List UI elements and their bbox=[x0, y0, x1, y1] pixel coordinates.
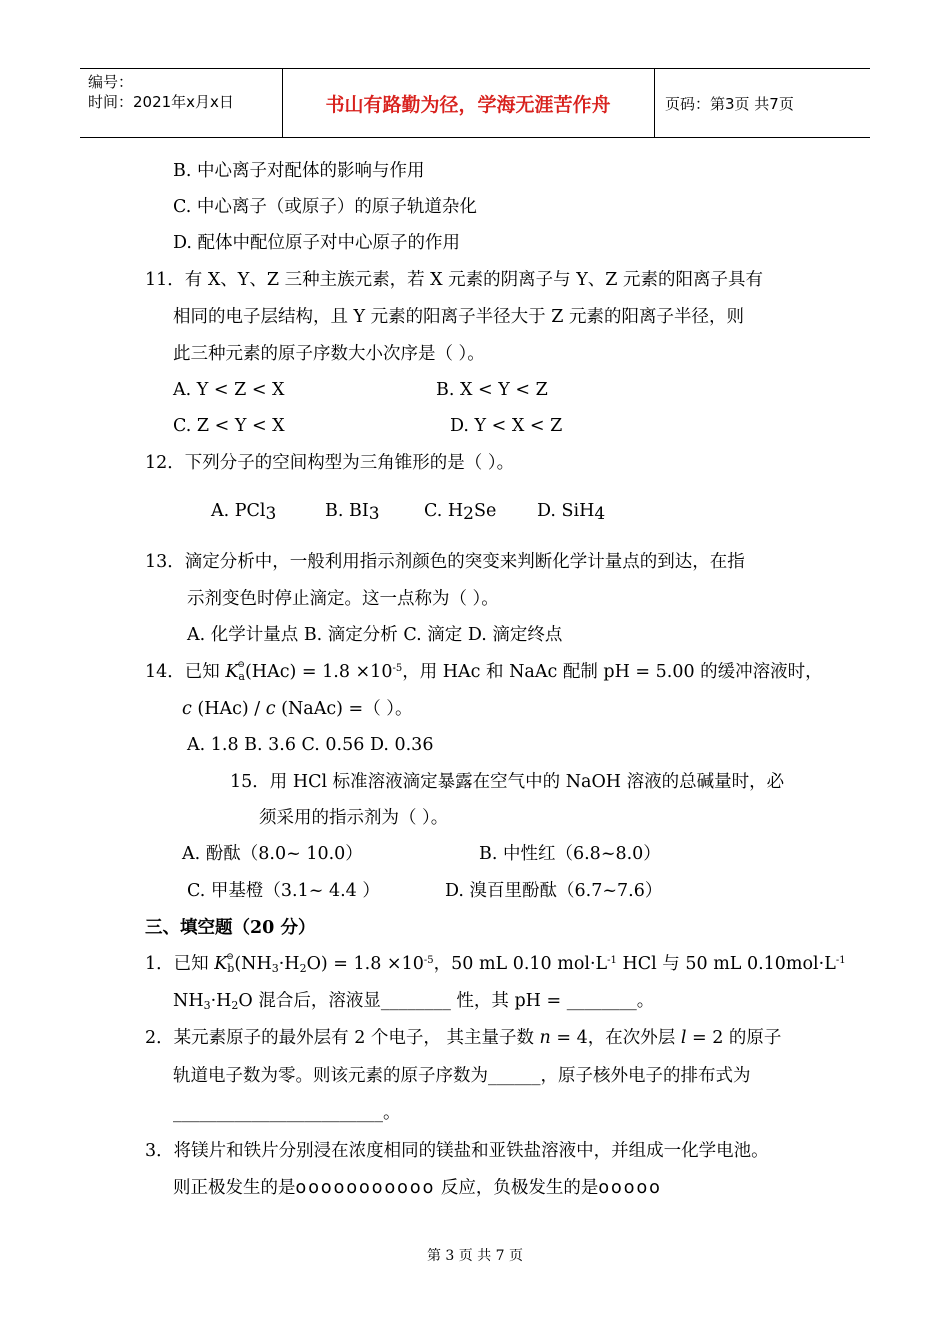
f1-exp: -5 bbox=[423, 955, 434, 966]
q13-line-1: 13．滴定分析中，一般利用指示剂颜色的突变来判断化学计量点的到达，在指 bbox=[145, 552, 745, 572]
f1-nh: NH bbox=[173, 991, 204, 1011]
q14-options: A. 1.8 B. 3.6 C. 0.56 D. 0.36 bbox=[187, 735, 434, 755]
f3-blank-1: ooooooooooo bbox=[295, 1178, 436, 1198]
q10-option-b: B. 中心离子对配体的影响与作用 bbox=[173, 161, 425, 181]
f1-mid3: O) = 1.8 ×10 bbox=[306, 954, 424, 974]
q14-exp: -5 bbox=[392, 663, 403, 674]
f1-h: ·H bbox=[210, 991, 232, 1011]
q12-line-1: 12．下列分子的空间构型为三角锥形的是（ ）。 bbox=[145, 453, 515, 473]
f1-exp3: -1 bbox=[835, 955, 846, 966]
q12-d-text: D. SiH bbox=[537, 501, 595, 521]
q11-option-b: B. X < Y < Z bbox=[436, 380, 548, 400]
f1-kb-symbol bbox=[214, 953, 234, 975]
standard-state-icon: ⊖ bbox=[226, 952, 234, 962]
f2-line-1 bbox=[145, 1027, 781, 1049]
q15-option-a: A. 酚酞（8.0~ 10.0） bbox=[182, 844, 363, 864]
f2-n: n bbox=[539, 1028, 551, 1048]
f1-sub2: 2 bbox=[299, 962, 307, 975]
header-page-number: 页码：第3页 共7页 bbox=[665, 94, 794, 113]
q12-c-post: Se bbox=[473, 501, 497, 521]
q12-b-text: B. BI bbox=[325, 501, 369, 521]
header-motto: 书山有路勤为径，学海无涯苦作舟 bbox=[282, 69, 655, 137]
q12-a-text: A. PCl bbox=[211, 501, 266, 521]
f1-line-2 bbox=[173, 990, 654, 1012]
q14-naac: (NaAc) =（ ）。 bbox=[275, 699, 413, 719]
f1-k-sub: b bbox=[227, 962, 235, 975]
q12-c-text: C. H bbox=[424, 501, 464, 521]
q12-b-sub: 3 bbox=[368, 504, 380, 524]
f1-post2: HCl 与 50 mL 0.10mol·L bbox=[616, 954, 836, 974]
q15-line-2: 须采用的指示剂为（ ）。 bbox=[259, 808, 449, 828]
q14-prefix: 14．已知 bbox=[145, 662, 226, 682]
q14-c1: c bbox=[182, 699, 192, 719]
q15-option-c: C. 甲基橙（3.1~ 4.4 ） bbox=[187, 881, 380, 901]
f3-line-2 bbox=[173, 1177, 662, 1199]
q15-option-d: D. 溴百里酚酞（6.7~7.6） bbox=[445, 881, 663, 901]
q12-option-a bbox=[211, 500, 276, 522]
serial-number: 编号： bbox=[88, 73, 134, 91]
header-info-cell bbox=[80, 69, 283, 137]
page-footer: 第 3 页 共 7 页 bbox=[426, 1248, 524, 1264]
f2-line-3: ________________________。 bbox=[173, 1103, 401, 1123]
q14-line-2 bbox=[182, 698, 413, 720]
f2-text-b: = 4，在次外层 bbox=[550, 1028, 681, 1048]
q11-option-a: A. Y < Z < X bbox=[173, 380, 285, 400]
q14-c2: c bbox=[265, 699, 276, 719]
q13-line-2: 示剂变色时停止滴定。这一点称为（ ）。 bbox=[187, 589, 499, 609]
q14-mid: (HAc) = 1.8 ×10 bbox=[244, 662, 393, 682]
f3-text-a: 则正极发生的是 bbox=[173, 1178, 296, 1198]
q12-c-sub: 2 bbox=[463, 504, 474, 524]
f3-text-b: 反应，负极发生的是 bbox=[435, 1178, 599, 1198]
q10-option-c: C. 中心离子（或原子）的原子轨道杂化 bbox=[173, 197, 477, 217]
q11-option-d: D. Y < X < Z bbox=[450, 416, 563, 436]
q14-hac: (HAc) / bbox=[191, 699, 266, 719]
f1-l2-sub2: 2 bbox=[231, 999, 239, 1012]
f1-rest: O 混合后，溶液显________ 性，其 pH = ________。 bbox=[238, 991, 655, 1011]
q11-option-c: C. Z < Y < X bbox=[173, 416, 285, 436]
q13-options: A. 化学计量点 B. 滴定分析 C. 滴定 D. 滴定终点 bbox=[187, 625, 563, 645]
f1-mid2: ·H bbox=[278, 954, 300, 974]
f1-mid: (NH bbox=[234, 954, 272, 974]
f1-line-1 bbox=[145, 953, 846, 975]
section-title: 三、填空题（20 分） bbox=[145, 918, 316, 938]
q15-option-b: B. 中性红（6.8~8.0） bbox=[479, 844, 661, 864]
q12-d-sub: 4 bbox=[594, 504, 606, 524]
standard-state-icon: ⊖ bbox=[237, 660, 245, 670]
q14-ka-symbol bbox=[225, 661, 245, 683]
f2-text-a: 2．某元素原子的最外层有 2 个电子， 其主量子数 bbox=[145, 1028, 540, 1048]
q15-line-1: 15．用 HCl 标准溶液滴定暴露在空气中的 NaOH 溶液的总碱量时，必 bbox=[230, 772, 785, 792]
f1-k: K bbox=[214, 954, 228, 974]
q12-option-b bbox=[325, 500, 380, 522]
q14-post: ，用 HAc 和 NaAc 配制 pH = 5.00 的缓冲溶液时， bbox=[402, 662, 823, 682]
f1-post: ，50 mL 0.10 mol·L bbox=[433, 954, 608, 974]
f2-text-c: = 2 的原子 bbox=[686, 1028, 782, 1048]
q14-k-sub: a bbox=[238, 670, 245, 683]
f2-l: l bbox=[680, 1028, 687, 1048]
f1-sub3: 3 bbox=[271, 962, 279, 975]
f3-line-1: 3．将镁片和铁片分别浸在浓度相同的镁盐和亚铁盐溶液中，并组成一化学电池。 bbox=[145, 1141, 769, 1161]
q11-line-2: 相同的电子层结构，且 Y 元素的阳离子半径大于 Z 元素的阳离子半径，则 bbox=[173, 307, 744, 327]
f3-blank-2: ooooo bbox=[598, 1178, 662, 1198]
q12-a-sub: 3 bbox=[265, 504, 277, 524]
q11-line-3: 此三种元素的原子序数大小次序是（ ）。 bbox=[173, 344, 485, 364]
f2-line-2: 轨道电子数为零。则该元素的原子序数为______，原子核外电子的排布式为 bbox=[173, 1066, 751, 1086]
header-date: 时间：2021年x月x日 bbox=[88, 93, 234, 111]
q14-line-1 bbox=[145, 661, 823, 683]
q12-option-c bbox=[424, 500, 496, 522]
q11-line-1: 11．有 X、Y、Z 三种主族元素，若 X 元素的阴离子与 Y、Z 元素的阳离子具有 bbox=[145, 270, 763, 290]
q12-option-d bbox=[537, 500, 605, 522]
f1-prefix: 1．已知 bbox=[145, 954, 215, 974]
f1-l2-sub3: 3 bbox=[203, 999, 211, 1012]
f1-exp2: -1 bbox=[607, 955, 617, 966]
q10-option-d: D. 配体中配位原子对中心原子的作用 bbox=[173, 233, 461, 253]
q14-k: K bbox=[225, 662, 239, 682]
page-header bbox=[80, 68, 870, 138]
